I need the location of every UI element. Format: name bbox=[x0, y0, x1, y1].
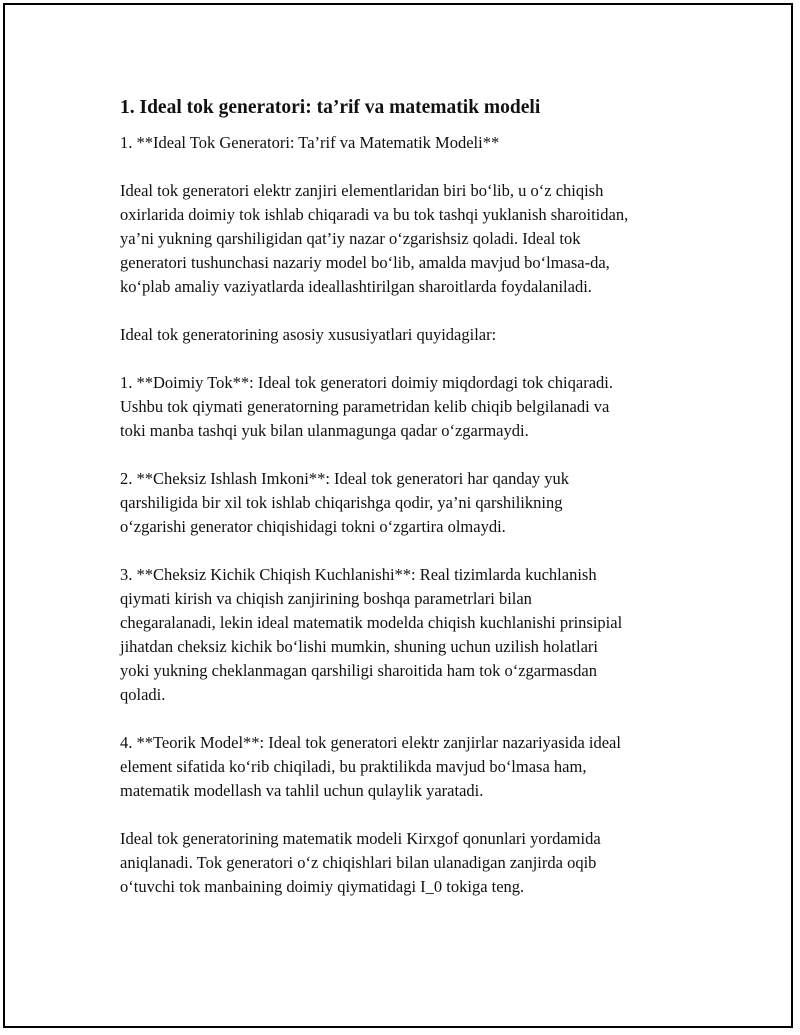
paragraph bbox=[120, 323, 700, 347]
document-body bbox=[120, 95, 700, 923]
paragraph-line: jihatdan cheksiz kichik bo‘lishi mumkin, shuning uchun uzilish holatlari bbox=[120, 637, 598, 656]
paragraph-line: Ideal tok generatori elektr zanjiri elementlaridan biri bo‘lib, u o‘z chiqish bbox=[120, 181, 604, 200]
paragraph-line: 3. **Cheksiz Kichik Chiqish Kuchlanishi**: Real tizimlarda kuchlanish bbox=[120, 565, 597, 584]
paragraph-line: generatori tushunchasi nazariy model bo‘lib, amalda mavjud bo‘lmasa-da, bbox=[120, 253, 610, 272]
paragraph bbox=[120, 731, 700, 803]
paragraph-line: o‘tuvchi tok manbaining doimiy qiymatidagi I_0 tokiga teng. bbox=[120, 877, 525, 896]
paragraph-list bbox=[120, 131, 700, 899]
paragraph-line: element sifatida ko‘rib chiqiladi, bu praktilikda mavjud bo‘lmasa ham, bbox=[120, 757, 587, 776]
paragraph bbox=[120, 827, 700, 899]
paragraph-line: qoladi. bbox=[120, 685, 166, 704]
paragraph bbox=[120, 563, 700, 707]
paragraph-line: 1. **Ideal Tok Generatori: Ta’rif va Matematik Modeli** bbox=[120, 133, 500, 152]
paragraph-line: Ideal tok generatorining matematik modeli Kirxgof qonunlari yordamida bbox=[120, 829, 601, 848]
paragraph-line: 1. **Doimiy Tok**: Ideal tok generatori doimiy miqdordagi tok chiqaradi. bbox=[120, 373, 613, 392]
paragraph-line: 2. **Cheksiz Ishlash Imkoni**: Ideal tok generatori har qanday yuk bbox=[120, 469, 570, 488]
paragraph-line: o‘zgarishi generator chiqishidagi tokni o‘zgartira olmaydi. bbox=[120, 517, 506, 536]
paragraph-line: qarshiligida bir xil tok ishlab chiqarishga qodir, ya’ni qarshilikning bbox=[120, 493, 563, 512]
paragraph bbox=[120, 371, 700, 443]
page-frame bbox=[3, 3, 793, 1028]
paragraph-line: ya’ni yukning qarshiligidan qat’iy nazar o‘zgarishsiz qoladi. Ideal tok bbox=[120, 229, 581, 248]
paragraph-line: qiymati kirish va chiqish zanjirining boshqa parametrlari bilan bbox=[120, 589, 532, 608]
paragraph bbox=[120, 467, 700, 539]
paragraph-line: yoki yukning cheklanmagan qarshiligi sharoitida ham tok o‘zgarmasdan bbox=[120, 661, 598, 680]
paragraph-line: Ushbu tok qiymati generatorning parametridan kelib chiqib belgilanadi va bbox=[120, 397, 610, 416]
paragraph-line: aniqlanadi. Tok generatori o‘z chiqishlari bilan ulanadigan zanjirda oqib bbox=[120, 853, 597, 872]
paragraph-line: 4. **Teorik Model**: Ideal tok generatori elektr zanjirlar nazariyasida ideal bbox=[120, 733, 621, 752]
page-title: 1. Ideal tok generatori: ta’rif va matematik modeli bbox=[120, 97, 541, 118]
paragraph-line: Ideal tok generatorining asosiy xususiyatlari quyidagilar: bbox=[120, 325, 497, 344]
paragraph-line: matematik modellash va tahlil uchun qulaylik yaratadi. bbox=[120, 781, 484, 800]
paragraph-line: chegaralanadi, lekin ideal matematik modelda chiqish kuchlanishi prinsipial bbox=[120, 613, 623, 632]
paragraph-line: oxirlarida doimiy tok ishlab chiqaradi va bu tok tashqi yuklanish sharoitidan, bbox=[120, 205, 629, 224]
paragraph bbox=[120, 131, 700, 155]
paragraph bbox=[120, 179, 700, 299]
paragraph-line: ko‘plab amaliy vaziyatlarda ideallashtirilgan sharoitlarda foydalaniladi. bbox=[120, 277, 592, 296]
paragraph-line: toki manba tashqi yuk bilan ulanmagunga qadar o‘zgarmaydi. bbox=[120, 421, 529, 440]
